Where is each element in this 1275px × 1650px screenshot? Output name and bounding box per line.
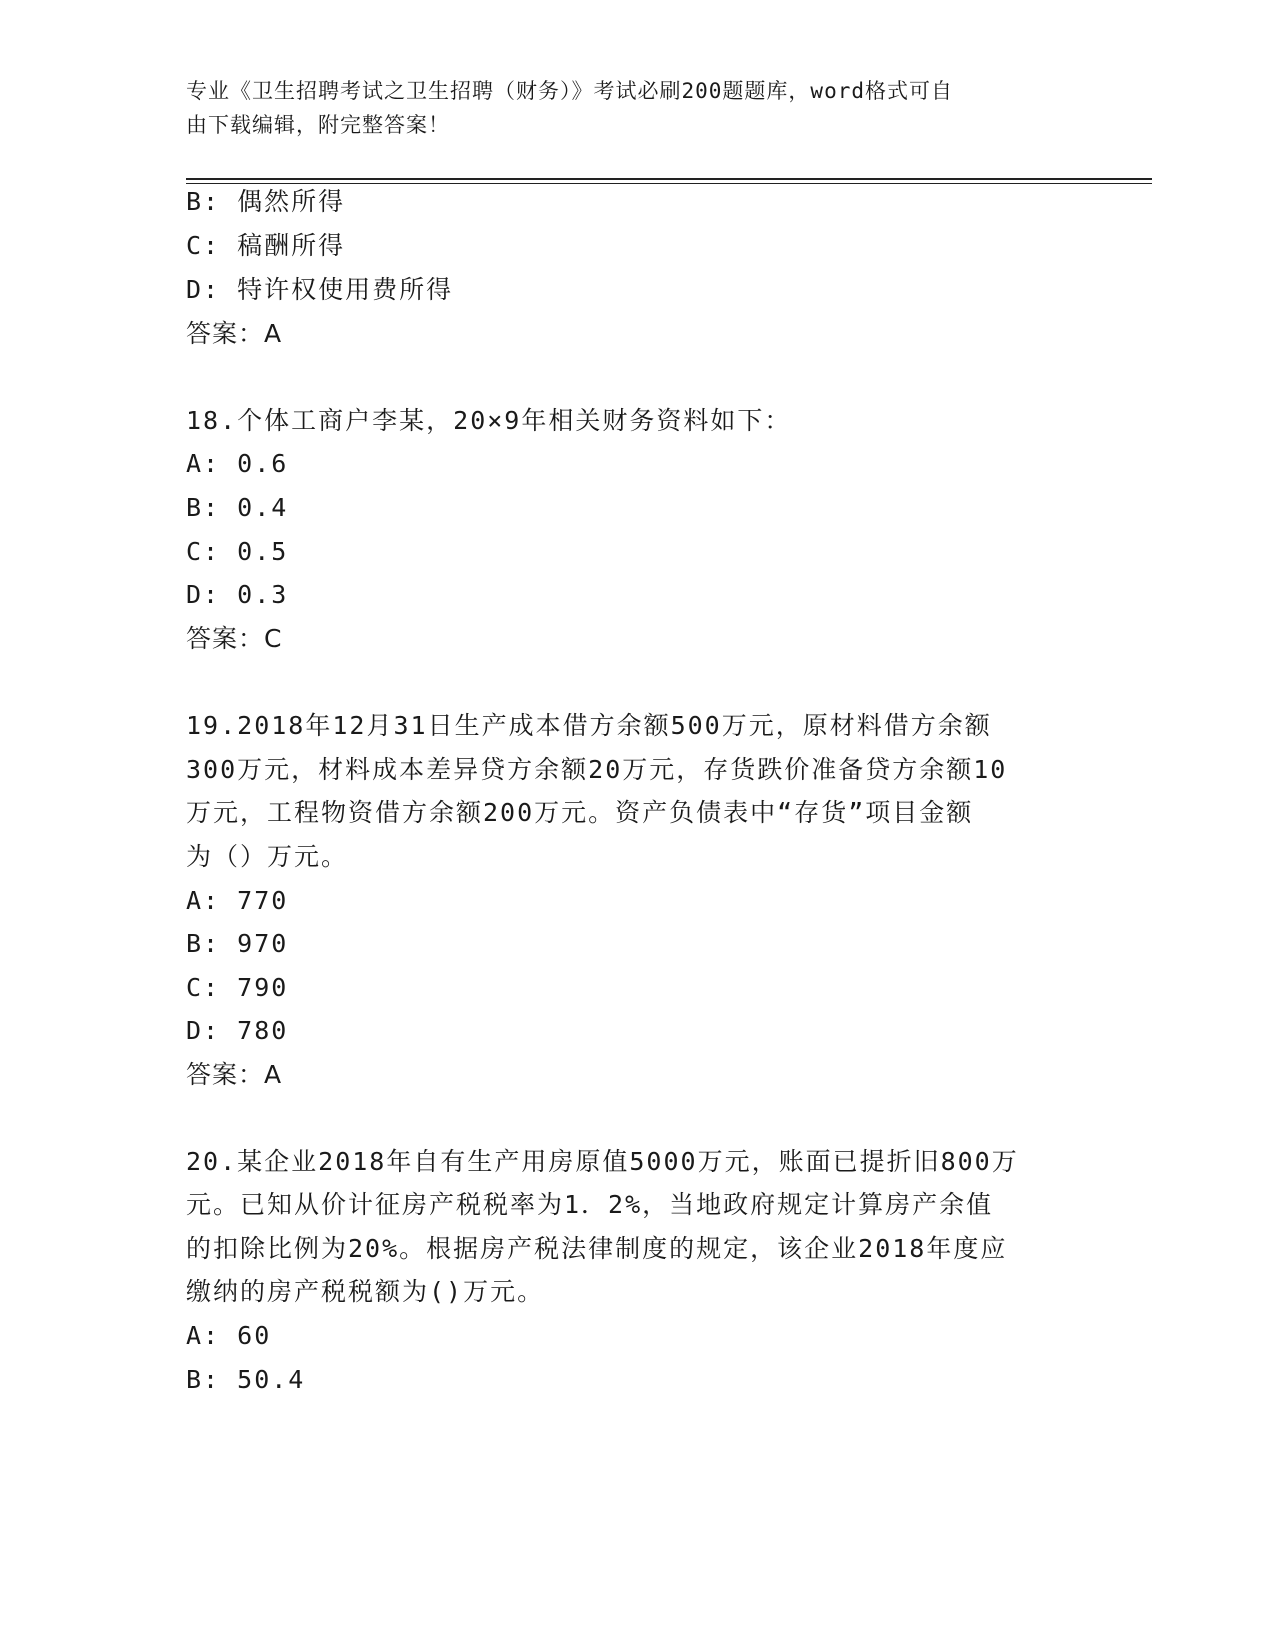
q18-option-d: D: 0.3 — [186, 580, 289, 609]
q17-answer: 答案：A — [186, 319, 283, 348]
q18-stem: 18.个体工商户李某，20×9年相关财务资料如下： — [186, 406, 792, 435]
q19-answer: 答案：A — [186, 1060, 283, 1089]
q18-answer: 答案：C — [186, 624, 283, 653]
q19-option-c: C: 790 — [186, 973, 289, 1002]
q18-option-a: A: 0.6 — [186, 449, 289, 478]
q19-stem-line: 300万元，材料成本差异贷方余额20万元，存货跌价准备贷方余额10 — [186, 755, 1008, 784]
q20-stem-line: 元。已知从价计征房产税税率为1．2%，当地政府规定计算房产余值 — [186, 1190, 994, 1219]
q19-stem-line: 19.2018年12月31日生产成本借方余额500万元，原材料借方余额 — [186, 711, 992, 740]
q20-stem-line: 的扣除比例为20%。根据房产税法律制度的规定，该企业2018年度应 — [186, 1234, 1008, 1263]
header-line-2: 由下载编辑，附完整答案！ — [186, 113, 450, 137]
q20-stem-line: 20.某企业2018年自有生产用房原值5000万元，账面已提折旧800万 — [186, 1147, 1019, 1176]
q18-option-b: B: 0.4 — [186, 493, 289, 522]
q17-option-b: B: 偶然所得 — [186, 187, 346, 216]
q19-stem-line: 为（）万元。 — [186, 842, 349, 871]
q17-option-d: D: 特许权使用费所得 — [186, 275, 454, 304]
header-divider — [186, 178, 1152, 180]
q19-stem-line: 万元，工程物资借方余额200万元。资产负债表中“存货”项目金额 — [186, 798, 974, 827]
q19-option-a: A: 770 — [186, 886, 289, 915]
q19-option-b: B: 970 — [186, 929, 289, 958]
q19-option-d: D: 780 — [186, 1016, 289, 1045]
q20-stem-line: 缴纳的房产税税额为()万元。 — [186, 1277, 545, 1306]
document-header — [186, 74, 1066, 142]
q20-option-b: B: 50.4 — [186, 1365, 306, 1394]
header-line-1: 专业《卫生招聘考试之卫生招聘（财务）》考试必刷200题题库，word格式可自 — [186, 79, 953, 103]
q17-option-c: C: 稿酬所得 — [186, 231, 346, 260]
q20-option-a: A: 60 — [186, 1321, 272, 1350]
q18-option-c: C: 0.5 — [186, 537, 289, 566]
